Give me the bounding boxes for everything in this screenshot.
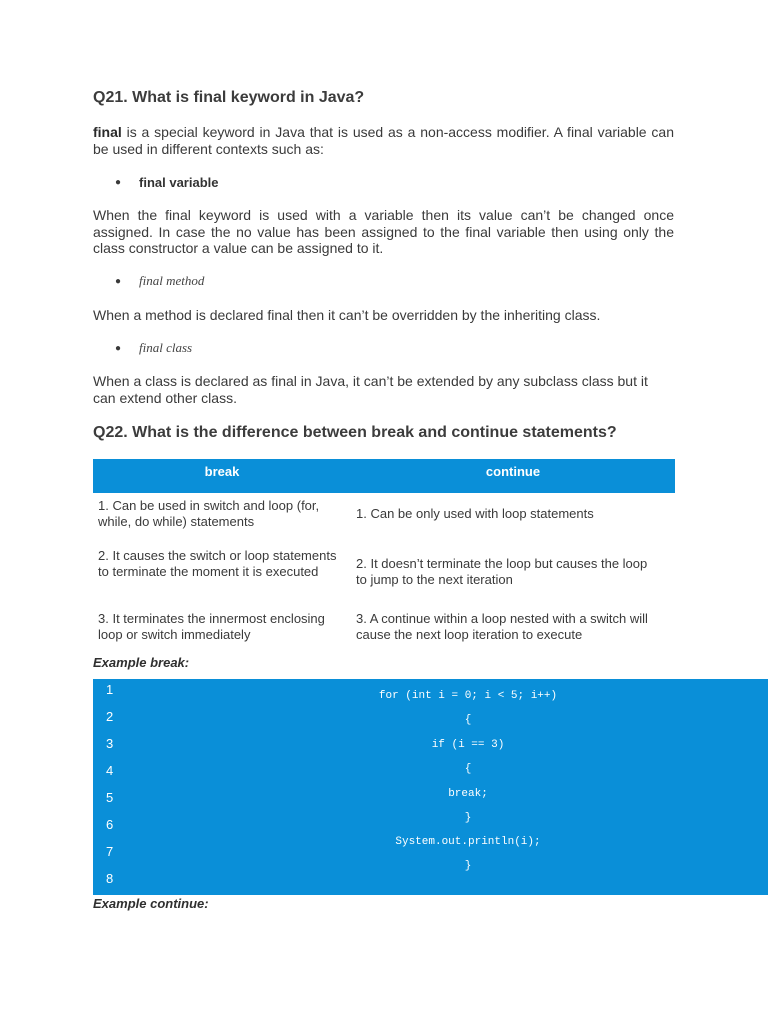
table-row-2-continue: 2. It doesn’t terminate the loop but causes the loop to jump to the next iteration	[356, 556, 648, 587]
line-number: 7	[106, 844, 114, 859]
code-block-break	[93, 679, 768, 895]
line-number: 8	[106, 871, 114, 886]
code-line: }	[464, 860, 472, 872]
final-method-paragraph: When a method is declared final then it can’t be overridden by the inheriting class.	[93, 307, 601, 323]
code-line: for (int i = 0; i < 5; i++)	[378, 690, 558, 702]
line-number: 4	[106, 763, 114, 778]
q21-intro	[93, 124, 674, 157]
final-class-paragraph: When a class is declared as final in Java, it can’t be extended by any subclass class but it can extend other class.	[93, 373, 648, 406]
table-row-1-continue: 1. Can be only used with loop statements	[356, 506, 594, 521]
table-row-1-break: 1. Can be used in switch and loop (for, while, do while) statements	[98, 498, 320, 529]
bullet-final-variable: final variable	[139, 175, 219, 190]
final-variable-paragraph: When the final keyword is used with a variable then its value can’t be changed once assigned. In case the no value has been assigned to the final variable then using only the class constructor a value can be assigned to it.	[93, 207, 674, 256]
bullet-dot: ●	[115, 177, 122, 188]
bullet-final-method: final method	[139, 273, 205, 288]
code-line: {	[464, 714, 472, 726]
bullet-dot: ●	[115, 276, 122, 287]
table-row-2-break: 2. It causes the switch or loop statements to terminate the moment it is executed	[98, 548, 337, 579]
line-number: 5	[106, 790, 114, 805]
header-break: break	[204, 464, 240, 479]
q22-heading: Q22. What is the difference between break and continue statements?	[93, 424, 617, 441]
final-keyword: final	[93, 124, 122, 140]
code-line: break;	[448, 788, 488, 800]
code-line: System.out.println(i);	[395, 836, 541, 848]
bullet-final-class: final class	[139, 340, 193, 355]
code-line: if (i == 3)	[431, 739, 505, 751]
q21-intro-text: is a special keyword in Java that is used as a non-access modifier. A final variable can be used in different contexts such as:	[93, 124, 674, 157]
table-row-3-break: 3. It terminates the innermost enclosing loop or switch immediately	[98, 611, 325, 642]
q21-heading: Q21. What is final keyword in Java?	[93, 89, 365, 106]
line-number: 3	[106, 736, 114, 751]
example-continue-label: Example continue:	[93, 896, 209, 911]
line-number: 1	[106, 682, 114, 697]
comparison-table-header	[93, 459, 675, 493]
bullet-dot: ●	[115, 343, 122, 354]
example-break-label: Example break:	[93, 655, 190, 670]
line-number: 6	[106, 817, 114, 832]
table-row-3-continue: 3. A continue within a loop nested with a switch will cause the next loop iteration to execute	[356, 611, 648, 642]
code-line: {	[464, 763, 472, 775]
line-number: 2	[106, 709, 114, 724]
header-continue: continue	[485, 464, 541, 479]
code-line: }	[464, 812, 472, 824]
